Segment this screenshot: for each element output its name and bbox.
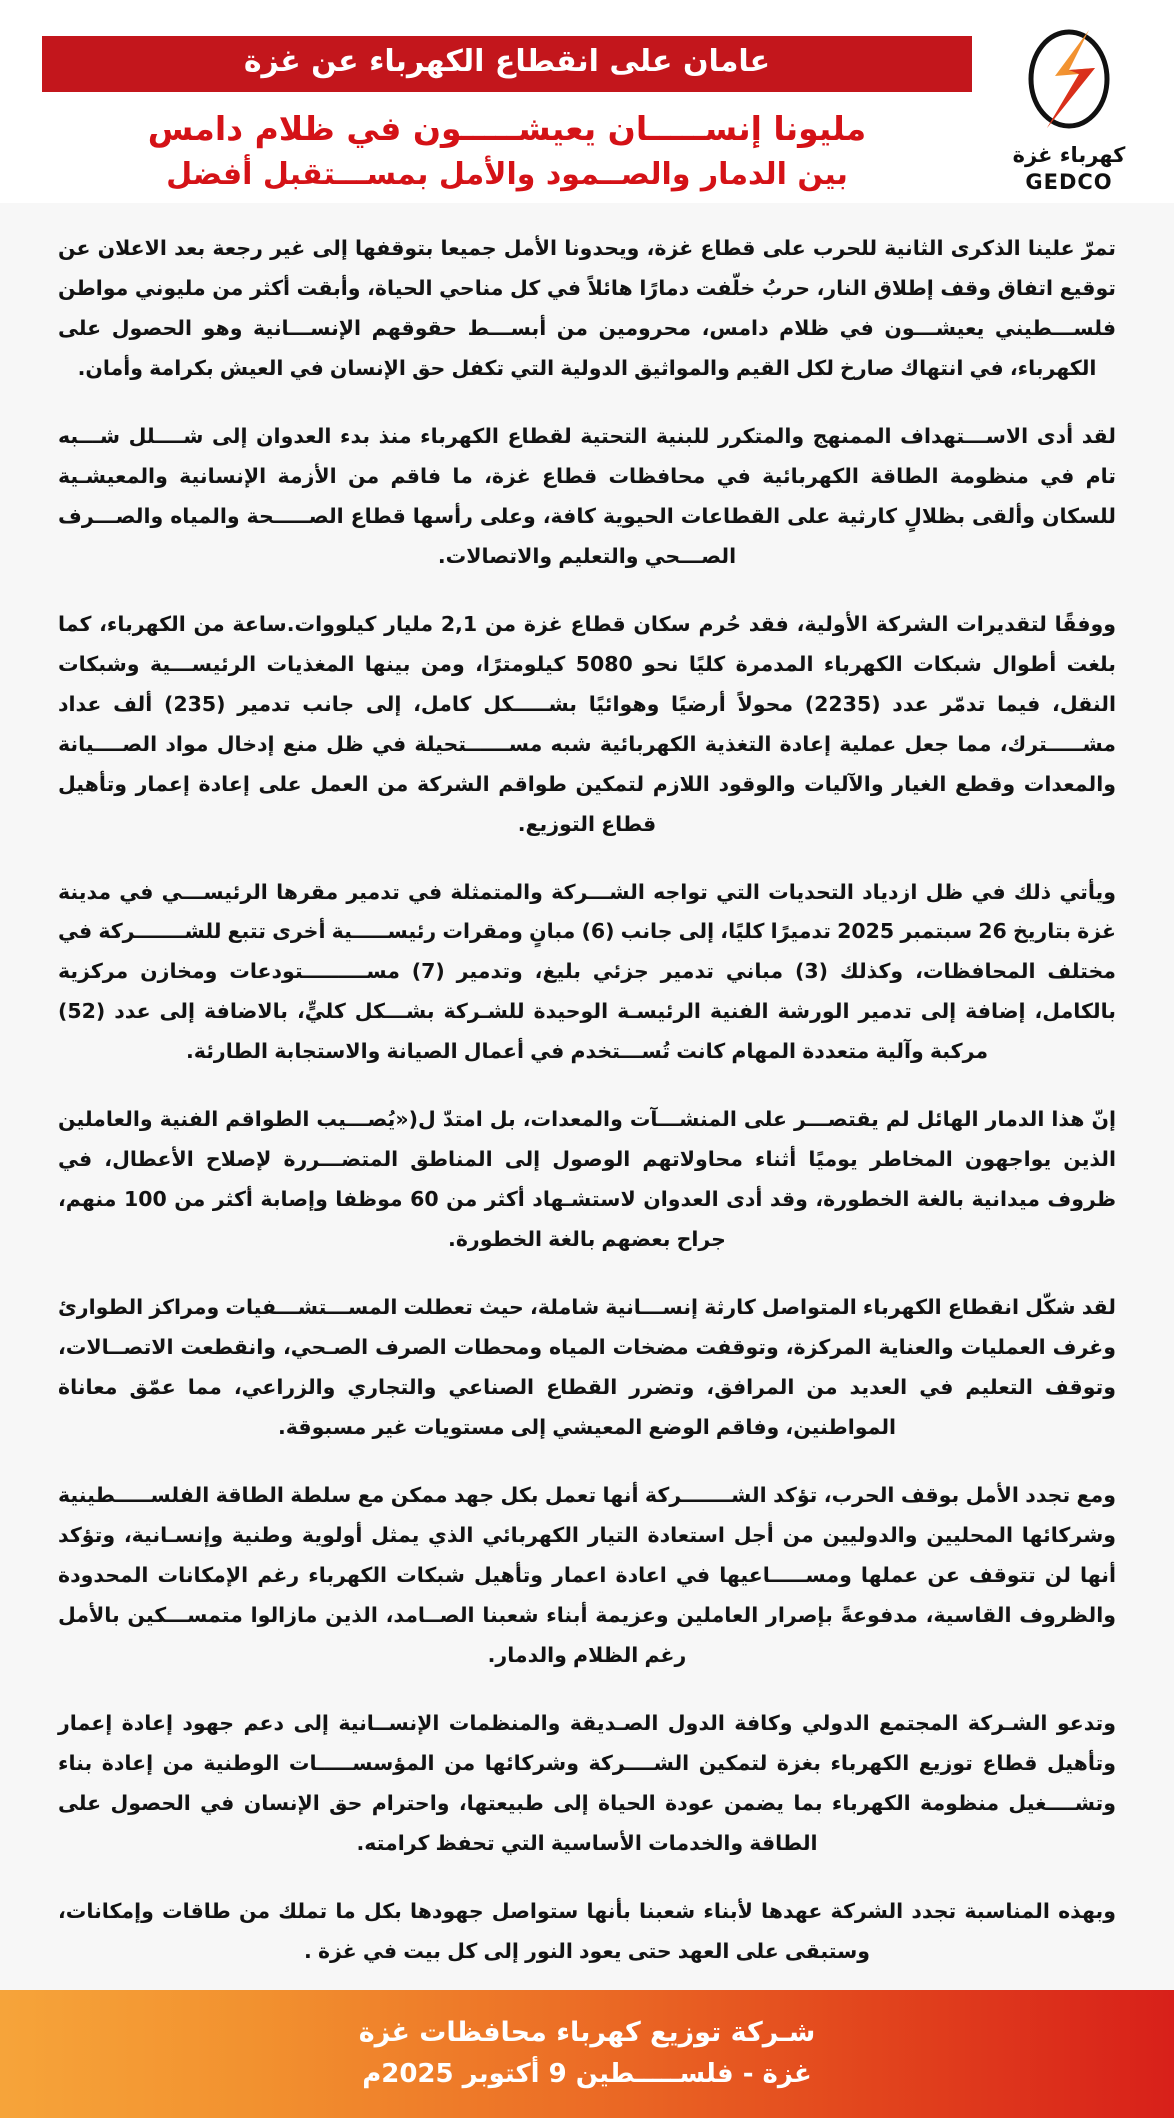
headline-block xyxy=(42,18,972,197)
document-footer xyxy=(0,1990,1174,2118)
document-header xyxy=(0,0,1174,203)
paragraph: ومع تجدد الأمل بوقف الحرب، تؤكد الشـــــــركة أنها تعمل بكل جهد ممكن مع سلطة الطاقة الفلســـــطينية وشركائها المحليين والدوليين من أجل استعادة التيار الكهربائي الذي يمثل أولوية وطنية وإنسـانية، وتؤكد أنها لن تتوقف عن عملها ومســـــاعيها في اعادة اعمار وتأهيل شبكات الكهرباء رغم الإمكانات المحدودة والظروف القاسية، مدفوعةً بإصرار العاملين وعزيمة أبناء شعبنا الصــامد، الذين مازالوا متمســـكين بالأمل رغم الظلام والدمار. xyxy=(58,1483,1116,1667)
footer-company-name: شـركة توزيع كهرباء محافظات غزة xyxy=(358,2017,816,2048)
footer-place-date: غزة - فلســـــطين 9 أكتوبر 2025م xyxy=(362,2059,812,2090)
gedco-logo xyxy=(994,18,1144,194)
paragraph: تمرّ علينا الذكرى الثانية للحرب على قطاع غزة، ويحدونا الأمل جميعا بتوقفها إلى غير رجعة بعد الاعلان عن توقيع اتفاق وقف إطلاق النار، حربُ خلّفت دمارًا هائلاً في كل مناحي الحياة، وأبقت أكثر من مليوني مواطن فلســـطيني يعيشـــون في ظلام دامس، محرومين من أبســـط حقوقهم الإنســـانية وهو الحصول على الكهرباء، في انتهاك صارخ لكل القيم والمواثيق الدولية التي تكفل حق الإنسان في العيش بكرامة وأمان. xyxy=(58,235,1116,380)
page-title-line-2: بين الدمار والصــمود والأمل بمســـتقبل أفضل xyxy=(166,157,848,193)
lightning-bolt-circle-logo-icon xyxy=(1017,24,1121,136)
paragraph: لقد شكّل انقطاع الكهرباء المتواصل كارثة إنســـانية شاملة، حيث تعطلت المســـتشـــفيات ومراكز الطوارئ وغرف العمليات والعناية المركزة، وتوقفت مضخات المياه ومحطات الصرف الصـحي، وانقطعت الاتصــالات، وتوقف التعليم في العديد من المرافق، وتضرر القطاع الصناعي والتجاري والزراعي، مما عمّق معاناة المواطنين، وفاقم الوضع المعيشي إلى مستويات غير مسبوقة. xyxy=(58,1295,1116,1440)
logo-english-name: GEDCO xyxy=(1025,170,1113,195)
paragraph: إنّ هذا الدمار الهائل لم يقتصـــر على المنشـــآت والمعدات، بل امتدّ ل(«يُصـــيب الطواقم الفنية والعاملين الذين يواجهون المخاطر يوميًا أثناء محاولاتهم الوصول إلى المناطق المتضـــررة لإصلاح الأعطال، في ظروف ميدانية بالغة الخطورة، وقد أدى العدوان لاستشـهاد أكثر من 60 موظفا وإصابة أكثر من 100 منهم، جراح بعضهم بالغة الخطورة. xyxy=(58,1107,1117,1252)
paragraph: وبهذه المناسبة تجدد الشركة عهدها لأبناء شعبنا بأنها ستواصل جهودها بكل ما تملك من طاقات وإمكانات، وستبقى على العهد حتى يعود النور إلى كل بيت في غزة . xyxy=(58,1898,1116,1963)
paragraph: وتدعو الشـركة المجتمع الدولي وكافة الدول الصـديقة والمنظمات الإنســانية إلى دعم جهود إعادة إعمار وتأهيل قطاع توزيع الكهرباء بغزة لتمكين الشــــركة وشركائها من المؤسســـــات الوطنية من إعادة بناء وتشــــغيل منظومة الكهرباء بما يضمن عودة الحياة إلى طبيعتها، واحترام حق الإنسان في الحصول على الطاقة والخدمات الأساسية التي تحفظ كرامته. xyxy=(58,1710,1116,1855)
paragraph: لقد أدى الاســـتهداف الممنهج والمتكرر للبنية التحتية لقطاع الكهرباء منذ بدء العدوان إلى شــــلل شـــبه تام في منظومة الطاقة الكهربائية في محافظات قطاع غزة، ما فاقم من الأزمة الإنسانية والمعيشـية للسكان وألقى بظلالٍ كارثية على القطاعات الحيوية كافة، وعلى رأسها قطاع الصـــــحة والمياه والصـــرف الصـــحي والتعليم والاتصالات. xyxy=(58,423,1116,568)
paragraph: ووفقًا لتقديرات الشركة الأولية، فقد حُرم سكان قطاع غزة من 2,1 مليار كيلووات.ساعة من الكهرباء، كما بلغت أطوال شبكات الكهرباء المدمرة كليًا نحو 5080 كيلومترًا، ومن بينها المغذيات الرئيســـية وشبكات النقل، فيما تدمّر عدد (2235) محولاً أرضيًا وهوائيًا بشـــــكل كامل، إلى جانب تدمير (235) ألف عداد مشـــــترك، مما جعل عملية إعادة التغذية الكهربائية شبه مســــــتحيلة في ظل منع إدخال مواد الصــــيانة والمعدات وقطع الغيار والآليات والوقود اللازم لتمكين طواقم الشركة من العمل على إعادة إعمار وتأهيل قطاع التوزيع. xyxy=(58,611,1117,836)
logo-arabic-name: كهرباء غزة xyxy=(1012,143,1126,167)
page-title-line-1: مليونا إنســـــان يعيشـــــون في ظلام دامس xyxy=(147,108,867,148)
statement-body xyxy=(0,203,1174,1990)
paragraph: ويأتي ذلك في ظل ازدياد التحديات التي تواجه الشـــركة والمتمثلة في تدمير مقرها الرئيســـي في مدينة غزة بتاريخ 26 سبتمبر 2025 تدميرًا كليًا، إلى جانب (6) مبانٍ ومقرات رئيســـــية أخرى تتبع للشـــــــركة في مختلف المحافظات، وكذلك (3) مباني تدمير جزئي بليغ، وتدمير (7) مســـــــــتودعات ومخازن مركزية بالكامل، إضافة إلى تدمير الورشة الفنية الرئيسـة الوحيدة للشـركة بشـــكل كليٍّ، بالاضافة إلى عدد (52) مركبة وآلية متعددة المهام كانت تُســـتخدم في أعمال الصيانة والاستجابة الطارئة. xyxy=(58,879,1116,1064)
page-kicker-banner: عامان على انقطاع الكهرباء عن غزة xyxy=(42,36,972,92)
